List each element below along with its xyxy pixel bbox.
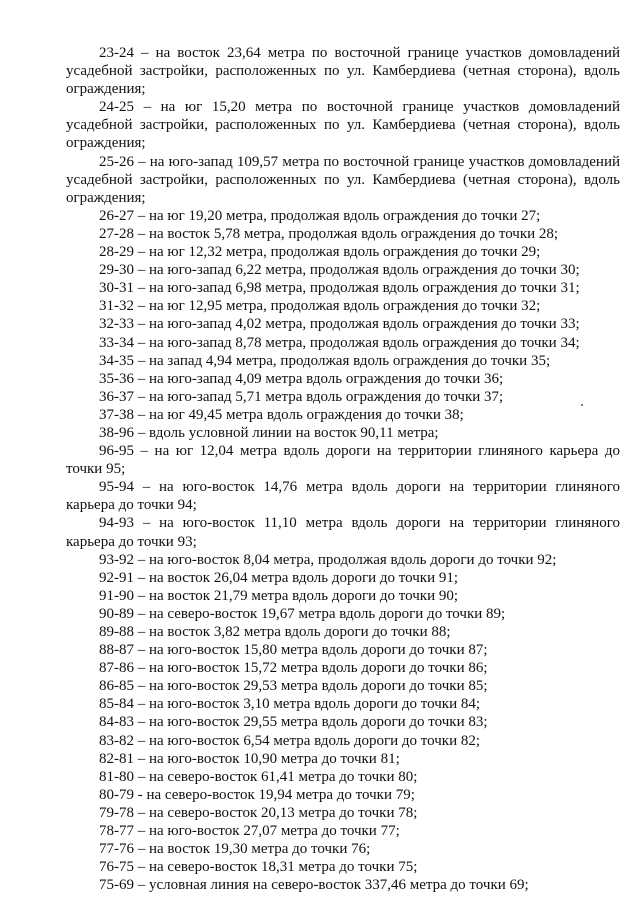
- paragraph-34-35: 34-35 – на запад 4,94 метра, продолжая вдоль ограждения до точки 35;: [99, 352, 551, 369]
- paragraph-90-89: 90-89 – на северо-восток 19,67 метра вдоль дороги до точки 89;: [99, 605, 506, 622]
- paragraph-94-93: 94-93 – на юго-восток 11,10 метра вдоль дороги на территории глиняного карьера до точки 93;: [66, 515, 620, 550]
- paragraph-25-26: 25-26 – на юго-запад 109,57 метра по восточной границе участков домовладений усадебной застройки, расположенных по ул. Камбердиева (четная сторона), вдоль ограждения;: [66, 153, 620, 206]
- paragraph-31-32: 31-32 – на юг 12,95 метра, продолжая вдоль ограждения до точки 32;: [99, 298, 541, 315]
- paragraph-38-96: 38-96 – вдоль условной линии на восток 90,11 метра;: [99, 424, 439, 441]
- paragraph-91-90: 91-90 – на восток 21,79 метра вдоль дороги до точки 90;: [99, 587, 459, 604]
- paragraph-85-84: 85-84 – на юго-восток 3,10 метра вдоль дороги до точки 84;: [99, 696, 481, 713]
- paragraph-80-79: 80-79 - на северо-восток 19,94 метра до точки 79;: [99, 786, 415, 803]
- paragraph-96-95: 96-95 – на юг 12,04 метра вдоль дороги на территории глиняного карьера до точки 95;: [66, 443, 620, 478]
- paragraph-24-25: 24-25 – на юг 15,20 метра по восточной границе участков домовладений усадебной застройки, расположенных по ул. Камбердиева (четная сторона), вдоль ограждения;: [66, 99, 620, 152]
- paragraph-77-76: 77-76 – на восток 19,30 метра до точки 76;: [99, 841, 371, 858]
- paragraph-81-80: 81-80 – на северо-восток 61,41 метра до точки 80;: [99, 768, 418, 785]
- paragraph-84-83: 84-83 – на юго-восток 29,55 метра вдоль дороги до точки 83;: [99, 714, 488, 731]
- boundary-description-text: [66, 44, 620, 894]
- paragraph-76-75: 76-75 – на северо-восток 18,31 метра до точки 75;: [99, 859, 418, 876]
- paragraph-89-88: 89-88 – на восток 3,82 метра вдоль дороги до точки 88;: [99, 624, 451, 640]
- paragraph-82-81: 82-81 – на юго-восток 10,90 метра до точки 81;: [99, 750, 400, 767]
- paragraph-28-29: 28-29 – на юг 12,32 метра, продолжая вдоль ограждения до точки 29;: [99, 244, 541, 261]
- paragraph-27-28: 27-28 – на восток 5,78 метра, продолжая вдоль ограждения до точки 28;: [99, 225, 559, 242]
- scan-speck: [581, 404, 583, 406]
- paragraph-32-33: 32-33 – на юго-запад 4,02 метра, продолжая вдоль ограждения до точки 33;: [99, 316, 580, 333]
- paragraph-36-37: 36-37 – на юго-запад 5,71 метра вдоль ограждения до точки 37;: [99, 388, 504, 405]
- paragraph-30-31: 30-31 – на юго-запад 6,98 метра, продолжая вдоль ограждения до точки 31;: [99, 280, 580, 297]
- paragraph-75-69: 75-69 – условная линия на северо-восток 337,46 метра до точки 69;: [99, 877, 529, 894]
- paragraph-88-87: 88-87 – на юго-восток 15,80 метра вдоль дороги до точки 87;: [99, 642, 488, 659]
- paragraph-93-92: 93-92 – на юго-восток 8,04 метра, продолжая вдоль дороги до точки 92;: [99, 551, 557, 568]
- paragraph-33-34: 33-34 – на юго-запад 8,78 метра, продолжая вдоль ограждения до точки 34;: [99, 334, 580, 351]
- paragraph-87-86: 87-86 – на юго-восток 15,72 метра вдоль дороги до точки 86;: [99, 660, 488, 677]
- paragraph-78-77: 78-77 – на юго-восток 27,07 метра до точки 77;: [99, 823, 400, 840]
- paragraph-95-94: 95-94 – на юго-восток 14,76 метра вдоль дороги на территории глиняного карьера до точки 94;: [66, 479, 620, 514]
- paragraph-29-30: 29-30 – на юго-запад 6,22 метра, продолжая вдоль ограждения до точки 30;: [99, 262, 580, 279]
- paragraph-83-82: 83-82 – на юго-восток 6,54 метра вдоль дороги до точки 82;: [99, 732, 481, 749]
- paragraph-26-27: 26-27 – на юг 19,20 метра, продолжая вдоль ограждения до точки 27;: [99, 207, 541, 224]
- paragraph-92-91: 92-91 – на восток 26,04 метра вдоль дороги до точки 91;: [99, 569, 459, 586]
- paragraph-23-24: 23-24 – на восток 23,64 метра по восточной границе участков домовладений усадебной застройки, расположенных по ул. Камбердиева (четная сторона), вдоль ограждения;: [66, 45, 620, 98]
- paragraph-86-85: 86-85 – на юго-восток 29,53 метра вдоль дороги до точки 85;: [99, 678, 488, 695]
- paragraph-37-38: 37-38 – на юг 49,45 метра вдоль ограждения до точки 38;: [99, 406, 464, 423]
- paragraph-79-78: 79-78 – на северо-восток 20,13 метра до точки 78;: [99, 804, 418, 821]
- paragraph-35-36: 35-36 – на юго-запад 4,09 метра вдоль ограждения до точки 36;: [99, 370, 504, 387]
